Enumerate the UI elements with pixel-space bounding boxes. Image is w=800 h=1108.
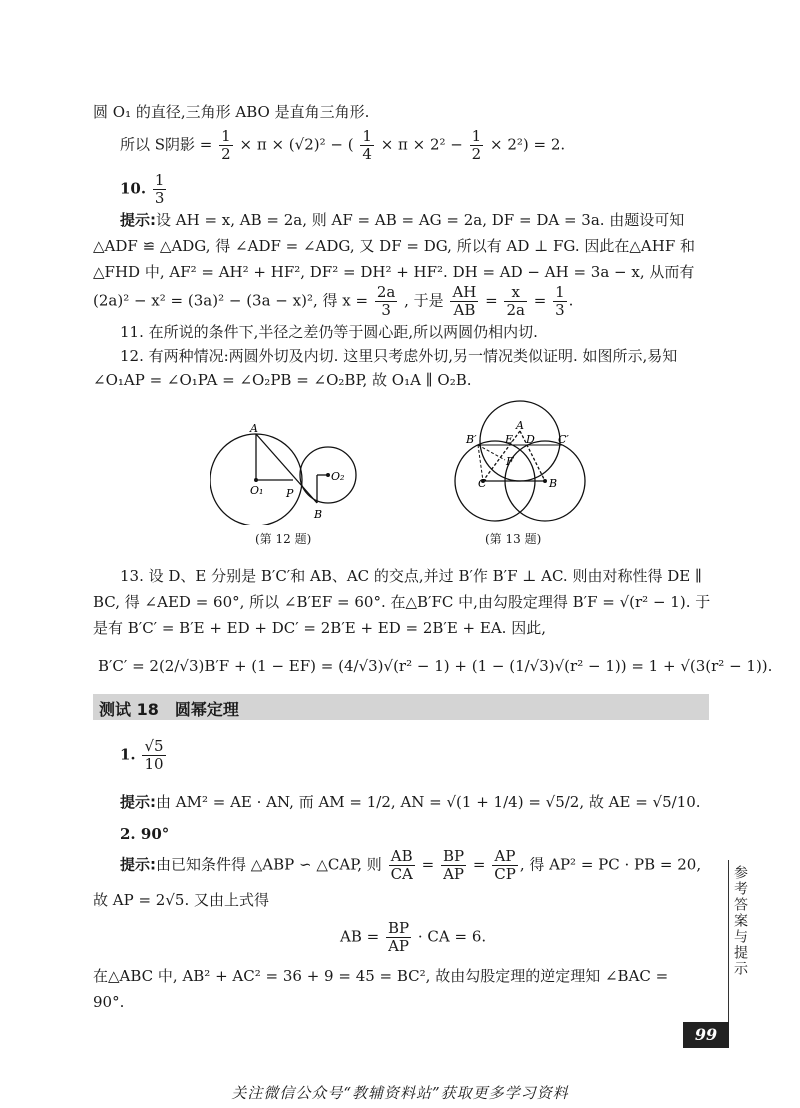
formula-part: 所以 S阴影 = — [120, 135, 213, 154]
q11-text: 11. 在所说的条件下,半径之差仍等于圆心距,所以两圆仍相内切. — [120, 323, 538, 341]
figure-13-caption: (第 13 题) — [485, 532, 542, 546]
q12-text: ∠O₁AP = ∠O₁PA = ∠O₂PB = ∠O₂BP, 故 O₁A ∥ O₂B. — [93, 371, 472, 389]
t2-answer: 2. 90° — [120, 825, 170, 843]
svg-text:C: C — [478, 477, 487, 490]
sidebar-divider — [728, 860, 729, 1045]
svg-text:D: D — [526, 433, 535, 446]
figure-12 — [210, 420, 370, 525]
svg-text:B′: B′ — [466, 433, 477, 446]
figure-13 — [450, 395, 590, 525]
fraction: $\frac{BP}{AP}$ — [443, 847, 465, 883]
svg-text:A: A — [516, 419, 524, 432]
fraction: $\frac{1}{3}$ — [555, 283, 565, 319]
svg-text:B: B — [549, 477, 558, 490]
label-P: P — [286, 487, 294, 500]
fraction: $\frac{x}{2a}$ — [506, 283, 525, 319]
fraction: $\frac{1}{3}$ — [154, 171, 165, 207]
hint-line: △ADF ≌ △ADG, 得 ∠ADF = ∠ADG, 又 DF = DG, 所以有 AD ⊥ FG. 因此在△AHF 和 — [93, 237, 696, 255]
formula-part: × 2²) = 2. — [490, 135, 566, 154]
q10-answer — [120, 172, 168, 207]
fraction: $\frac{BP}{AP}$ — [387, 919, 410, 955]
formula-part: × π × (√2)² − ( — [239, 135, 354, 154]
svg-text:C′: C′ — [558, 433, 569, 446]
fraction: $\frac{2a}{3}$ — [376, 283, 396, 319]
fraction: $\frac{AP}{CP}$ — [494, 847, 516, 883]
sidebar-label: 参考答案与提示 — [732, 865, 748, 977]
fraction: $\frac{AB}{CA}$ — [390, 847, 413, 883]
section-title: 测试 18 圆幂定理 — [99, 700, 239, 719]
q13-text: 13. 设 D、E 分别是 B′C′和 AB、AC 的交点,并过 B′作 B′F ⊥ AC. 则由对称性得 DE ∥ — [120, 567, 702, 585]
question-number: 1. — [120, 745, 136, 764]
label-B: B — [314, 508, 323, 521]
hint-line: 90°. — [93, 993, 125, 1011]
hint-line: 故 AP = 2√5. 又由上式得 — [93, 891, 269, 909]
hint-line: △FHD 中, AF² = AH² + HF², DF² = DH² + HF². DH = AD − AH = 3a − x, 从而有 — [93, 263, 695, 281]
text-line: 圆 O₁ 的直径,三角形 ABO 是直角三角形. — [93, 103, 370, 121]
label-O2: O₂ — [331, 470, 345, 483]
hint-formula: 提示:由已知条件得 △ABP ∽ △CAP, 则 $\frac{AB}{CA}$ = $\frac{BP}{AP}$ = $\frac{AP}{CP}$ , 得 AP² = PC · PB = 20, — [120, 847, 702, 883]
formula-part: × π × 2² − — [380, 135, 463, 154]
q12-text: 12. 有两种情况:两圆外切及内切. 这里只考虑外切,另一情况类似证明. 如图所示,易知 — [120, 347, 678, 365]
section-banner — [93, 694, 709, 720]
hint-formula: (2a)² − x² = (3a)² − (3a − x)², 得 x = $\frac{2a}{3}$ , 于是 $\frac{AH}{AB}$ = $\frac{x}{2a}$ = $\frac{1}{3}$ . — [93, 283, 574, 319]
fraction: $\frac{√5}{10}$ — [144, 737, 164, 773]
footer-note: 关注微信公众号“教辅资料站”获取更多学习资料 — [231, 1084, 569, 1102]
fraction: $\frac{1}{2}$ — [221, 127, 231, 163]
svg-text:E: E — [505, 433, 514, 446]
q13-text: BC, 得 ∠AED = 60°, 所以 ∠B′EF = 60°. 在△B′FC 中,由勾股定理得 B′F = √(r² − 1). 于 — [93, 593, 711, 611]
label-O1: O₁ — [250, 484, 264, 497]
figure-12-caption: (第 12 题) — [255, 532, 312, 546]
svg-text:F: F — [506, 455, 514, 468]
hint-line: 在△ABC 中, AB² + AC² = 36 + 9 = 45 = BC², 故由勾股定理的逆定理知 ∠BAC = — [93, 967, 669, 985]
area-formula — [120, 128, 565, 163]
centered-equation: AB = $\frac{BP}{AP}$ · CA = 6. — [340, 919, 487, 955]
label-A: A — [250, 422, 258, 435]
hint-line: 提示:由 AM² = AE · AN, 而 AM = 1/2, AN = √(1 + 1/4) = √5/2, 故 AE = √5/10. — [120, 793, 701, 811]
fraction: $\frac{1}{4}$ — [362, 127, 372, 163]
q13-formula: B′C′ = 2(2/√3)B′F + (1 − EF) = (4/√3)√(r² − 1) + (1 − (1/√3)√(r² − 1)) = 1 + √(3(r² − 1)). — [98, 657, 773, 675]
question-number: 10. — [120, 179, 147, 198]
t1-answer — [120, 738, 168, 773]
hint-line: 提示:设 AH = x, AB = 2a, 则 AF = AB = AG = 2a, DF = DA = 3a. 由题设可知 — [120, 211, 685, 229]
page-number: 99 — [683, 1022, 729, 1048]
hint-label: 提示: — [120, 211, 156, 229]
q13-text: 是有 B′C′ = B′E + ED + DC′ = 2B′E + ED = 2B′E + EA. 因此, — [93, 619, 546, 637]
fraction: $\frac{1}{2}$ — [471, 127, 482, 163]
fraction: $\frac{AH}{AB}$ — [452, 283, 477, 319]
